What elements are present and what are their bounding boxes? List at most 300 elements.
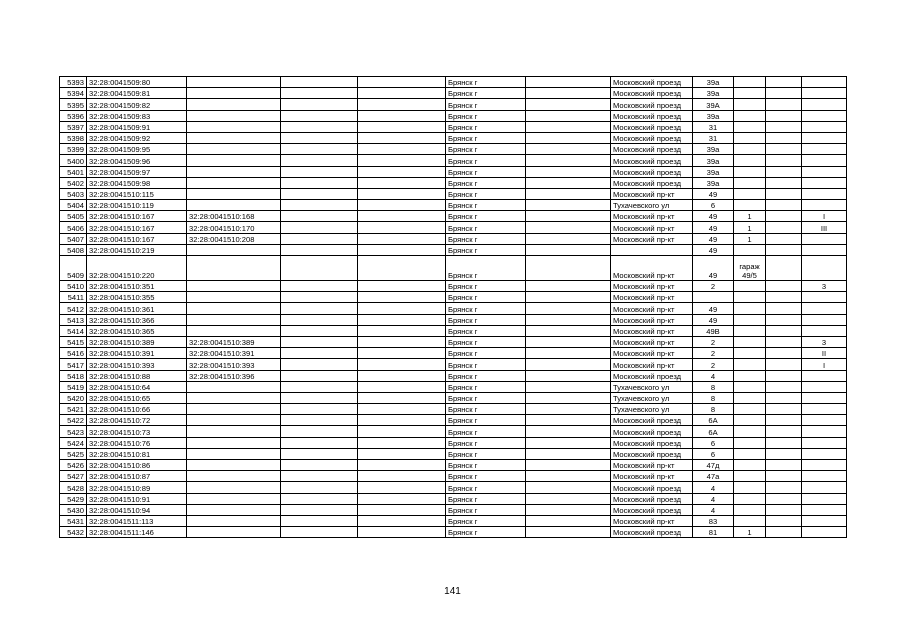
cell-row-number: 5414 (60, 325, 87, 336)
cell-empty (526, 281, 611, 292)
cell-empty (526, 515, 611, 526)
cell-room (802, 493, 847, 504)
cell-house: 8 (693, 404, 734, 415)
table-row (60, 110, 847, 121)
cell-related-cadastral-number (187, 460, 281, 471)
cell-empty (526, 460, 611, 471)
cell-empty (766, 426, 802, 437)
cell-empty (358, 155, 446, 166)
table-row (60, 77, 847, 88)
cell-room (802, 527, 847, 538)
cell-house: 4 (693, 482, 734, 493)
cell-row-number: 5403 (60, 188, 87, 199)
cell-empty (358, 493, 446, 504)
cell-related-cadastral-number (187, 155, 281, 166)
cell-empty (281, 460, 358, 471)
cell-city: Брянск г (446, 336, 526, 347)
cell-street: Московский проезд (611, 177, 693, 188)
cell-house: 49 (693, 222, 734, 233)
cell-house: 49 (693, 314, 734, 325)
cell-empty (358, 448, 446, 459)
cell-empty (358, 325, 446, 336)
cell-house: 47а (693, 471, 734, 482)
cell-street: Московский проезд (611, 77, 693, 88)
cell-room (802, 381, 847, 392)
cell-cadastral-number: 32:28:0041509:98 (87, 177, 187, 188)
cell-room (802, 188, 847, 199)
cell-row-number: 5420 (60, 392, 87, 403)
cell-row-number: 5419 (60, 381, 87, 392)
cell-empty (766, 166, 802, 177)
cell-house (693, 292, 734, 303)
cell-empty (281, 166, 358, 177)
cell-unit (734, 99, 766, 110)
cell-room (802, 233, 847, 244)
cell-street: Московский проезд (611, 415, 693, 426)
cell-empty (766, 493, 802, 504)
cell-room (802, 482, 847, 493)
cell-empty (766, 370, 802, 381)
cell-row-number: 5427 (60, 471, 87, 482)
cell-street: Московский проезд (611, 504, 693, 515)
cell-room (802, 515, 847, 526)
cell-empty (281, 292, 358, 303)
cell-related-cadastral-number (187, 132, 281, 143)
cell-empty (526, 166, 611, 177)
cell-room (802, 256, 847, 281)
cell-house: 49 (693, 211, 734, 222)
cell-unit (734, 437, 766, 448)
cell-room: 3 (802, 281, 847, 292)
cell-city: Брянск г (446, 515, 526, 526)
cell-city: Брянск г (446, 448, 526, 459)
cell-city: Брянск г (446, 77, 526, 88)
table-row (60, 471, 847, 482)
cell-unit: 1 (734, 211, 766, 222)
cell-house: 39а (693, 77, 734, 88)
table-row (60, 200, 847, 211)
table-row (60, 336, 847, 347)
cell-empty (766, 281, 802, 292)
table-row (60, 348, 847, 359)
cell-room (802, 415, 847, 426)
table-row (60, 144, 847, 155)
cell-empty (358, 482, 446, 493)
cell-empty (526, 132, 611, 143)
cell-cadastral-number: 32:28:0041509:95 (87, 144, 187, 155)
cell-empty (766, 211, 802, 222)
cell-empty (766, 415, 802, 426)
cell-house: 39а (693, 155, 734, 166)
cell-room: I (802, 359, 847, 370)
register-table-body (60, 77, 847, 538)
cell-related-cadastral-number: 32:28:0041510:393 (187, 359, 281, 370)
cell-row-number: 5432 (60, 527, 87, 538)
cell-city: Брянск г (446, 370, 526, 381)
table-row (60, 155, 847, 166)
cell-room (802, 144, 847, 155)
cell-empty (526, 314, 611, 325)
cell-room (802, 404, 847, 415)
cell-related-cadastral-number (187, 121, 281, 132)
cell-empty (766, 471, 802, 482)
cell-house: 39а (693, 166, 734, 177)
cell-cadastral-number: 32:28:0041510:64 (87, 381, 187, 392)
cell-house: 49 (693, 244, 734, 255)
cell-cadastral-number: 32:28:0041510:391 (87, 348, 187, 359)
cell-city: Брянск г (446, 88, 526, 99)
cell-empty (281, 303, 358, 314)
cell-city: Брянск г (446, 471, 526, 482)
cell-empty (281, 188, 358, 199)
cell-house: 6 (693, 200, 734, 211)
cell-empty (766, 77, 802, 88)
cell-empty (526, 222, 611, 233)
table-row (60, 303, 847, 314)
cell-room (802, 448, 847, 459)
cell-cadastral-number: 32:28:0041510:167 (87, 211, 187, 222)
cell-street: Московский пр-кт (611, 256, 693, 281)
cell-empty (526, 292, 611, 303)
cell-empty (358, 211, 446, 222)
cell-empty (358, 233, 446, 244)
cell-city: Брянск г (446, 527, 526, 538)
cell-city: Брянск г (446, 303, 526, 314)
cell-related-cadastral-number (187, 515, 281, 526)
cell-empty (281, 437, 358, 448)
cell-house: 47д (693, 460, 734, 471)
cell-empty (766, 233, 802, 244)
cell-room (802, 426, 847, 437)
table-row (60, 281, 847, 292)
cell-row-number: 5406 (60, 222, 87, 233)
table-row (60, 370, 847, 381)
cell-house: 31 (693, 121, 734, 132)
table-row (60, 359, 847, 370)
cell-house: 6 (693, 448, 734, 459)
cell-city: Брянск г (446, 177, 526, 188)
table-row (60, 166, 847, 177)
cell-empty (526, 504, 611, 515)
table-row (60, 188, 847, 199)
cell-empty (766, 448, 802, 459)
cell-street: Московский пр-кт (611, 471, 693, 482)
cell-row-number: 5413 (60, 314, 87, 325)
cell-unit: гараж 49/5 (734, 256, 766, 281)
cell-related-cadastral-number (187, 110, 281, 121)
cell-house: 39а (693, 144, 734, 155)
cell-empty (766, 88, 802, 99)
cell-city: Брянск г (446, 415, 526, 426)
cell-room (802, 392, 847, 403)
cell-related-cadastral-number (187, 244, 281, 255)
cell-street: Московский проезд (611, 99, 693, 110)
cell-street: Московский проезд (611, 493, 693, 504)
cell-street: Московский пр-кт (611, 515, 693, 526)
cell-empty (766, 348, 802, 359)
cell-room (802, 132, 847, 143)
cell-cadastral-number: 32:28:0041510:94 (87, 504, 187, 515)
cell-row-number: 5429 (60, 493, 87, 504)
cell-house: 81 (693, 527, 734, 538)
cell-empty (766, 359, 802, 370)
cell-row-number: 5422 (60, 415, 87, 426)
cell-house: 49 (693, 303, 734, 314)
cell-room (802, 471, 847, 482)
cell-empty (766, 504, 802, 515)
cell-row-number: 5402 (60, 177, 87, 188)
cell-unit (734, 336, 766, 347)
cell-cadastral-number: 32:28:0041509:80 (87, 77, 187, 88)
cell-empty (766, 188, 802, 199)
cell-city: Брянск г (446, 144, 526, 155)
cell-related-cadastral-number: 32:28:0041510:208 (187, 233, 281, 244)
table-row (60, 504, 847, 515)
cell-cadastral-number: 32:28:0041510:389 (87, 336, 187, 347)
cell-city: Брянск г (446, 281, 526, 292)
cell-city: Брянск г (446, 437, 526, 448)
cell-unit (734, 325, 766, 336)
cell-empty (281, 404, 358, 415)
cell-cadastral-number: 32:28:0041510:91 (87, 493, 187, 504)
cell-city: Брянск г (446, 132, 526, 143)
cell-empty (526, 303, 611, 314)
cell-empty (358, 314, 446, 325)
cell-room (802, 314, 847, 325)
table-row (60, 460, 847, 471)
cell-street: Тухачевского ул (611, 200, 693, 211)
cell-street: Московский проезд (611, 370, 693, 381)
cell-empty (526, 211, 611, 222)
cell-cadastral-number: 32:28:0041510:219 (87, 244, 187, 255)
cell-cadastral-number: 32:28:0041509:81 (87, 88, 187, 99)
cell-empty (766, 392, 802, 403)
cell-empty (526, 426, 611, 437)
cell-row-number: 5423 (60, 426, 87, 437)
cell-room (802, 166, 847, 177)
table-row (60, 415, 847, 426)
cell-empty (281, 482, 358, 493)
cell-empty (766, 256, 802, 281)
cell-unit (734, 121, 766, 132)
cell-related-cadastral-number (187, 77, 281, 88)
cell-unit (734, 177, 766, 188)
cell-street: Московский проезд (611, 110, 693, 121)
cell-empty (526, 348, 611, 359)
cell-house: 39а (693, 177, 734, 188)
cell-empty (526, 359, 611, 370)
cell-related-cadastral-number (187, 177, 281, 188)
cell-unit: 1 (734, 233, 766, 244)
cell-cadastral-number: 32:28:0041510:81 (87, 448, 187, 459)
cell-empty (766, 515, 802, 526)
cell-unit (734, 482, 766, 493)
cell-unit (734, 303, 766, 314)
cell-related-cadastral-number (187, 200, 281, 211)
cell-street: Московский пр-кт (611, 188, 693, 199)
cell-street (611, 244, 693, 255)
table-row (60, 177, 847, 188)
cell-empty (358, 177, 446, 188)
cell-empty (526, 392, 611, 403)
cell-empty (358, 88, 446, 99)
cell-street: Московский проезд (611, 426, 693, 437)
cell-house: 4 (693, 504, 734, 515)
cell-related-cadastral-number (187, 437, 281, 448)
cell-empty (358, 527, 446, 538)
cell-row-number: 5397 (60, 121, 87, 132)
table-row (60, 88, 847, 99)
cell-unit (734, 166, 766, 177)
cell-row-number: 5393 (60, 77, 87, 88)
cell-empty (766, 527, 802, 538)
cell-empty (358, 292, 446, 303)
cell-cadastral-number: 32:28:0041510:167 (87, 222, 187, 233)
cell-unit (734, 493, 766, 504)
cell-house: 49 (693, 233, 734, 244)
cell-related-cadastral-number (187, 415, 281, 426)
cell-row-number: 5416 (60, 348, 87, 359)
cell-room (802, 460, 847, 471)
cell-empty (358, 348, 446, 359)
cell-empty (526, 448, 611, 459)
cell-cadastral-number: 32:28:0041510:76 (87, 437, 187, 448)
cell-unit: 1 (734, 527, 766, 538)
cell-house: 39а (693, 88, 734, 99)
cell-unit (734, 460, 766, 471)
cell-house: 2 (693, 348, 734, 359)
cell-house: 39А (693, 99, 734, 110)
cell-cadastral-number: 32:28:0041510:89 (87, 482, 187, 493)
cell-city: Брянск г (446, 493, 526, 504)
cell-empty (281, 504, 358, 515)
cell-room (802, 155, 847, 166)
register-table (59, 76, 847, 538)
cell-empty (358, 359, 446, 370)
cell-street: Московский проезд (611, 448, 693, 459)
cell-related-cadastral-number (187, 99, 281, 110)
cell-city: Брянск г (446, 504, 526, 515)
cell-related-cadastral-number (187, 381, 281, 392)
cell-cadastral-number: 32:28:0041509:83 (87, 110, 187, 121)
cell-empty (526, 370, 611, 381)
cell-room (802, 325, 847, 336)
cell-cadastral-number: 32:28:0041510:220 (87, 256, 187, 281)
table-row (60, 493, 847, 504)
cell-city: Брянск г (446, 325, 526, 336)
cell-house: 6А (693, 426, 734, 437)
cell-street: Московский проезд (611, 437, 693, 448)
cell-empty (766, 303, 802, 314)
cell-empty (281, 336, 358, 347)
cell-empty (358, 404, 446, 415)
cell-cadastral-number: 32:28:0041510:88 (87, 370, 187, 381)
cell-empty (358, 132, 446, 143)
cell-row-number: 5408 (60, 244, 87, 255)
cell-row-number: 5395 (60, 99, 87, 110)
cell-city: Брянск г (446, 233, 526, 244)
cell-house: 8 (693, 392, 734, 403)
cell-city: Брянск г (446, 188, 526, 199)
table-row (60, 448, 847, 459)
table-row (60, 426, 847, 437)
cell-empty (281, 359, 358, 370)
cell-city: Брянск г (446, 381, 526, 392)
cell-street: Московский проезд (611, 132, 693, 143)
cell-cadastral-number: 32:28:0041511:146 (87, 527, 187, 538)
cell-empty (281, 381, 358, 392)
table-row (60, 121, 847, 132)
cell-row-number: 5396 (60, 110, 87, 121)
cell-row-number: 5431 (60, 515, 87, 526)
cell-unit: 1 (734, 222, 766, 233)
cell-related-cadastral-number (187, 448, 281, 459)
cell-house: 83 (693, 515, 734, 526)
cell-empty (281, 527, 358, 538)
cell-row-number: 5426 (60, 460, 87, 471)
cell-unit (734, 292, 766, 303)
cell-unit (734, 88, 766, 99)
table-row (60, 325, 847, 336)
cell-cadastral-number: 32:28:0041510:167 (87, 233, 187, 244)
cell-empty (358, 415, 446, 426)
cell-unit (734, 110, 766, 121)
cell-room: I (802, 211, 847, 222)
cell-empty (281, 144, 358, 155)
cell-empty (358, 392, 446, 403)
cell-cadastral-number: 32:28:0041510:72 (87, 415, 187, 426)
cell-empty (526, 325, 611, 336)
cell-empty (358, 471, 446, 482)
cell-empty (281, 200, 358, 211)
cell-city: Брянск г (446, 200, 526, 211)
cell-row-number: 5407 (60, 233, 87, 244)
cell-room (802, 177, 847, 188)
cell-unit (734, 426, 766, 437)
cell-related-cadastral-number: 32:28:0041510:391 (187, 348, 281, 359)
cell-house: 2 (693, 336, 734, 347)
cell-related-cadastral-number (187, 256, 281, 281)
cell-empty (358, 426, 446, 437)
cell-row-number: 5404 (60, 200, 87, 211)
cell-empty (526, 177, 611, 188)
cell-unit (734, 348, 766, 359)
cell-unit (734, 392, 766, 403)
cell-empty (358, 77, 446, 88)
cell-empty (281, 256, 358, 281)
cell-empty (766, 314, 802, 325)
cell-unit (734, 244, 766, 255)
cell-city: Брянск г (446, 166, 526, 177)
cell-related-cadastral-number (187, 392, 281, 403)
cell-empty (358, 515, 446, 526)
cell-related-cadastral-number (187, 303, 281, 314)
cell-house: 49 (693, 188, 734, 199)
cell-city: Брянск г (446, 211, 526, 222)
cell-empty (358, 336, 446, 347)
cell-street: Тухачевского ул (611, 381, 693, 392)
table-row (60, 222, 847, 233)
cell-empty (358, 437, 446, 448)
cell-related-cadastral-number (187, 404, 281, 415)
cell-street: Московский проезд (611, 482, 693, 493)
cell-row-number: 5411 (60, 292, 87, 303)
cell-city: Брянск г (446, 314, 526, 325)
table-row (60, 381, 847, 392)
cell-empty (766, 222, 802, 233)
cell-empty (766, 381, 802, 392)
cell-empty (281, 493, 358, 504)
